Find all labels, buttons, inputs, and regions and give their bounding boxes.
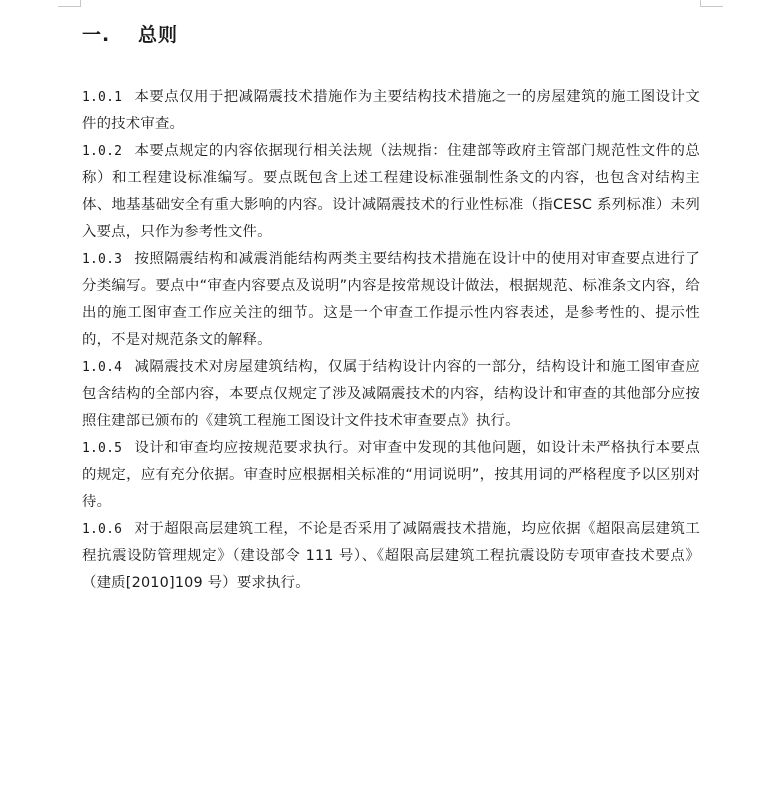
clause-number: 1.0.3 bbox=[82, 252, 123, 267]
clause-paragraph bbox=[82, 246, 700, 354]
clause-paragraph bbox=[82, 84, 700, 138]
clause-paragraph bbox=[82, 435, 700, 516]
clause-text: 对于超限高层建筑工程，不论是否采用了减隔震技术措施，均应依据《超限高层建筑工程抗震设防管理规定》（建设部令 111 号）、《超限高层建筑工程抗震设防专项审查技术要点》（建质[2010]109 号）要求执行。 bbox=[82, 521, 700, 591]
crop-mark-top-left bbox=[58, 0, 81, 7]
clause-paragraph bbox=[82, 516, 700, 597]
document-body bbox=[82, 84, 700, 597]
clause-number: 1.0.6 bbox=[82, 522, 123, 537]
clause-paragraph bbox=[82, 354, 700, 435]
clause-text: 本要点规定的内容依据现行相关法规（法规指：住建部等政府主管部门规范性文件的总称）和工程建设标准编写。要点既包含上述工程建设标准强制性条文的内容，也包含对结构主体、地基基础安全有重大影响的内容。设计减隔震技术的行业性标准（指CESC 系列标准）未列入要点，只作为参考性文件。 bbox=[82, 143, 700, 240]
crop-mark-top-right bbox=[700, 0, 723, 7]
clause-number: 1.0.1 bbox=[82, 90, 123, 105]
clause-text: 设计和审查均应按规范要求执行。对审查中发现的其他问题，如设计未严格执行本要点的规定，应有充分依据。审查时应根据相关标准的“用词说明”，按其用词的严格程度予以区别对待。 bbox=[82, 440, 700, 510]
section-heading bbox=[82, 20, 178, 47]
clause-text: 本要点仅用于把减隔震技术措施作为主要结构技术措施之一的房屋建筑的施工图设计文件的技术审查。 bbox=[82, 89, 700, 132]
clause-text: 减隔震技术对房屋建筑结构，仅属于结构设计内容的一部分，结构设计和施工图审查应包含结构的全部内容，本要点仅规定了涉及减隔震技术的内容，结构设计和审查的其他部分应按照住建部已颁布的《建筑工程施工图设计文件技术审查要点》执行。 bbox=[82, 359, 700, 429]
section-title: 总则 bbox=[138, 24, 179, 46]
clause-number: 1.0.4 bbox=[82, 360, 123, 375]
clause-text: 按照隔震结构和减震消能结构两类主要结构技术措施在设计中的使用对审查要点进行了分类编写。要点中“审查内容要点及说明”内容是按常规设计做法，根据规范、标准条文内容，给出的施工图审查工作应关注的细节。这是一个审查工作提示性内容表述，是参考性的、提示性的，不是对规范条文的解释。 bbox=[82, 251, 700, 348]
clause-number: 1.0.5 bbox=[82, 441, 123, 456]
clause-paragraph bbox=[82, 138, 700, 246]
section-number: 一. bbox=[82, 24, 111, 46]
clause-number: 1.0.2 bbox=[82, 144, 123, 159]
